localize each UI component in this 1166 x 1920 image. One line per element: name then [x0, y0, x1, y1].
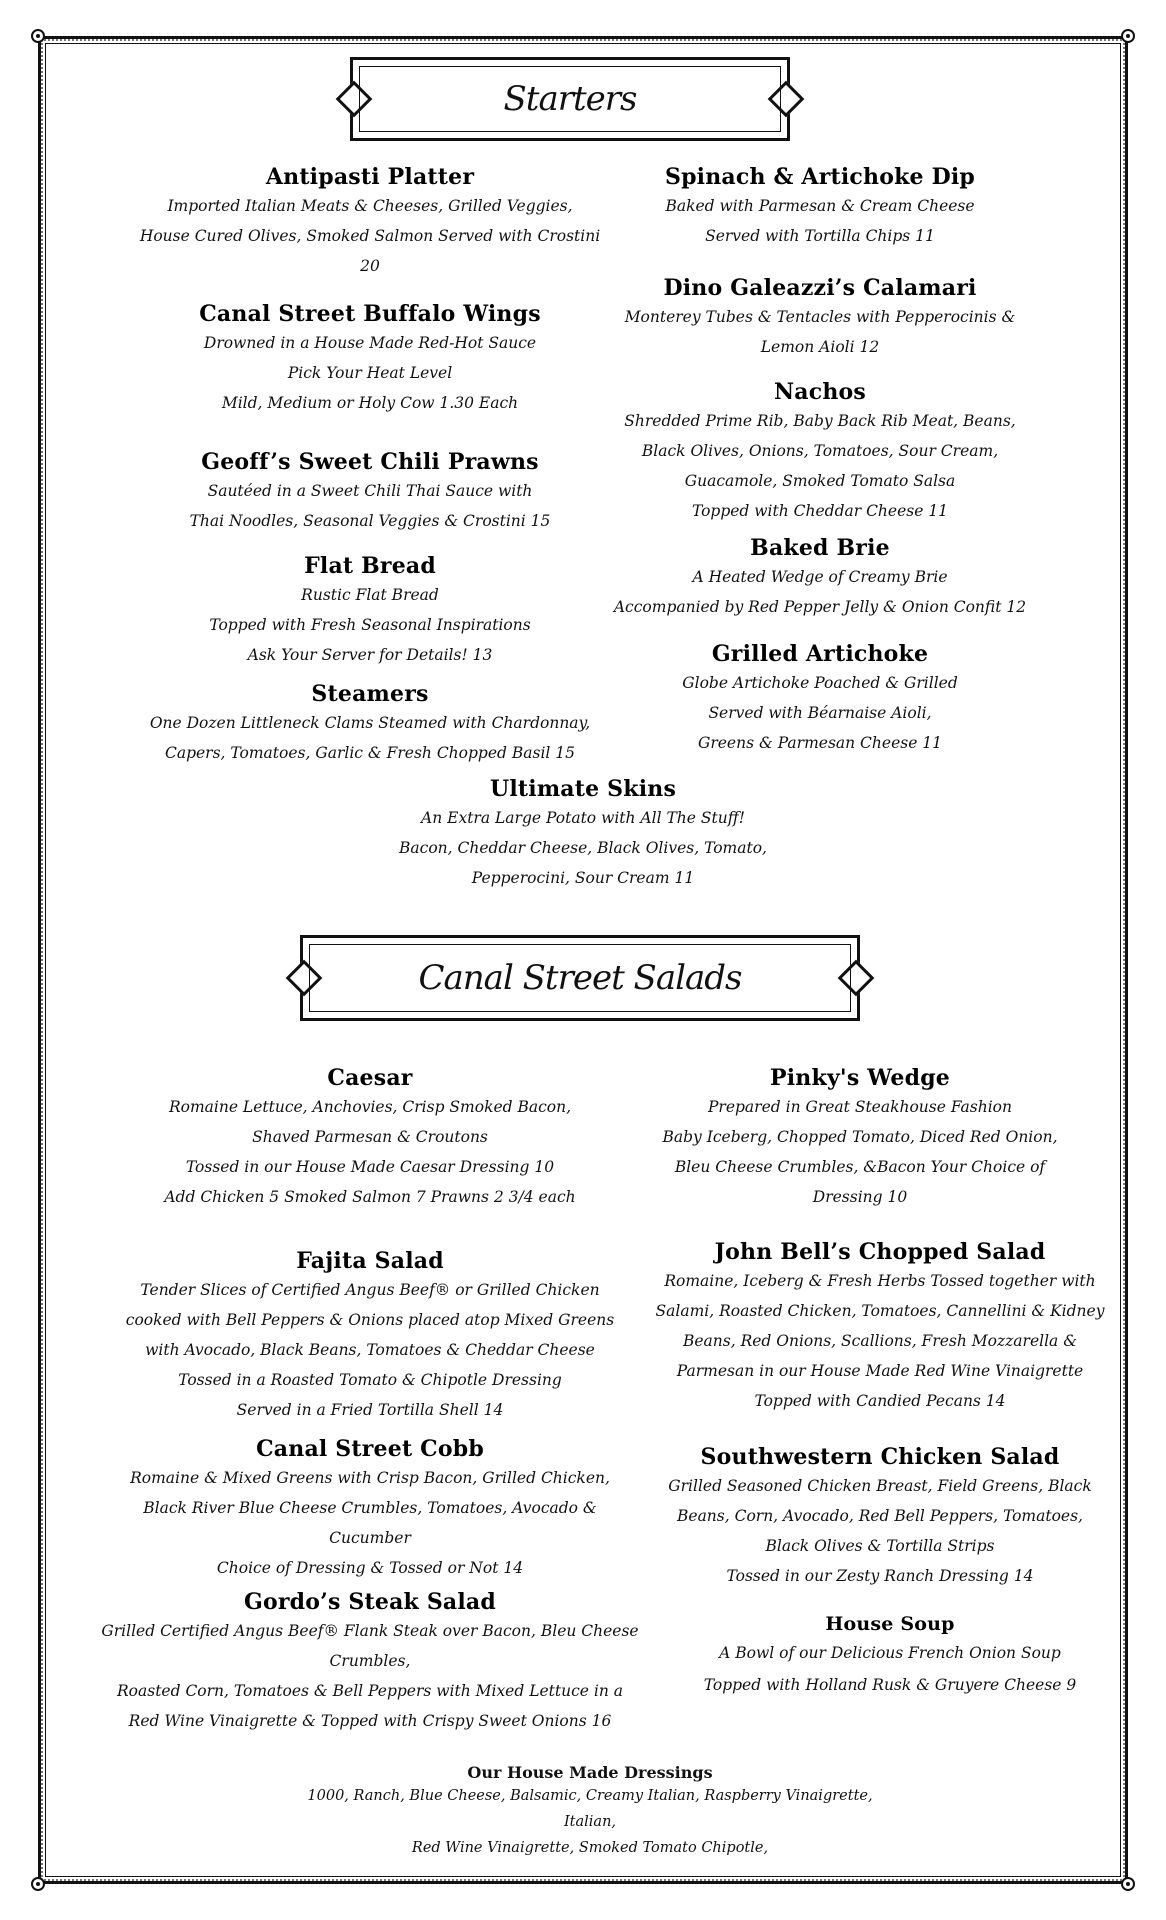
item-line: Sautéed in a Sweet Chili Thai Sauce with: [207, 482, 533, 500]
corner-ornament-icon: [31, 29, 45, 43]
item-price: 20: [360, 257, 380, 275]
item-name: Pinky's Wedge: [770, 1065, 950, 1091]
item-line: Ask Your Server for Details! 13: [247, 646, 493, 664]
menu-item-ultimate-skins: [383, 775, 783, 893]
item-line: Pick Your Heat Level: [287, 364, 453, 382]
salads-title: Canal Street Salads: [309, 944, 851, 1012]
item-line: Served with Béarnaise Aioli,: [708, 704, 932, 722]
menu-item-caesar: [130, 1064, 610, 1212]
item-name: Grilled Artichoke: [711, 641, 929, 667]
item-line: Tender Slices of Certified Angus Beef® or Grilled Chicken: [140, 1281, 600, 1299]
item-line: Capers, Tomatoes, Garlic & Fresh Chopped Basil 15: [164, 744, 576, 762]
item-line: One Dozen Littleneck Clams Steamed with Chardonnay,: [149, 714, 591, 732]
item-line: Drowned in a House Made Red-Hot Sauce: [203, 334, 537, 352]
item-line: Guacamole, Smoked Tomato Salsa: [684, 472, 956, 490]
menu-item-cobb: [100, 1435, 640, 1583]
menu-item-chopped-salad: [650, 1238, 1110, 1416]
item-line: Add Chicken 5 Smoked Salmon 7 Prawns 2 3/4 each: [164, 1188, 576, 1206]
item-line: Shredded Prime Rib, Baby Back Rib Meat, Beans,: [624, 412, 1016, 430]
item-line: Imported Italian Meats & Cheeses, Grilled Veggies,: [167, 197, 573, 215]
item-name: Steamers: [311, 681, 429, 707]
item-name: Baked Brie: [750, 535, 890, 561]
item-line: Lemon Aioli 12: [760, 338, 880, 356]
menu-item-southwestern-salad: [660, 1443, 1100, 1591]
item-name: Geoff’s Sweet Chili Prawns: [201, 449, 539, 475]
item-line: Topped with Holland Rusk & Gruyere Cheese 9: [703, 1676, 1077, 1694]
corner-ornament-icon: [1121, 1877, 1135, 1891]
item-name: House Soup: [825, 1613, 955, 1635]
item-line: Parmesan in our House Made Red Wine Vinaigrette: [676, 1362, 1084, 1380]
item-line: Grilled Certified Angus Beef® Flank Steak over Bacon, Bleu Cheese Crumbles,: [101, 1622, 639, 1670]
item-line: Thai Noodles, Seasonal Veggies & Crostini 15: [189, 512, 551, 530]
item-name: Flat Bread: [304, 553, 436, 579]
item-line: Topped with Fresh Seasonal Inspirations: [209, 616, 531, 634]
item-line: with Avocado, Black Beans, Tomatoes & Cheddar Cheese: [145, 1341, 595, 1359]
item-line: Baked with Parmesan & Cream Cheese: [665, 197, 975, 215]
item-line: Choice of Dressing & Tossed or Not 14: [216, 1559, 524, 1577]
menu-item-buffalo-wings: [130, 300, 610, 418]
menu-item-house-soup: [680, 1612, 1100, 1700]
item-line: Mild, Medium or Holy Cow 1.30 Each: [221, 394, 519, 412]
menu-item-calamari: [600, 274, 1040, 362]
item-line: cooked with Bell Peppers & Onions placed atop Mixed Greens: [125, 1311, 615, 1329]
item-line: An Extra Large Potato with All The Stuff!: [421, 809, 745, 827]
menu-item-baked-brie: [600, 534, 1040, 622]
item-line: Black River Blue Cheese Crumbles, Tomatoes, Avocado & Cucumber: [143, 1499, 597, 1547]
menu-item-antipasti: [130, 163, 610, 281]
starters-banner: [350, 57, 790, 141]
menu-item-steamers: [130, 680, 610, 768]
item-line: Romaine, Iceberg & Fresh Herbs Tossed together with: [664, 1272, 1096, 1290]
item-line: Tossed in our House Made Caesar Dressing 10: [185, 1158, 555, 1176]
salads-banner: [300, 935, 860, 1021]
item-line: Monterey Tubes & Tentacles with Pepperocinis &: [624, 308, 1016, 326]
item-name: Gordo’s Steak Salad: [244, 1589, 496, 1615]
item-line: A Bowl of our Delicious French Onion Soup: [719, 1644, 1061, 1662]
item-name: Spinach & Artichoke Dip: [664, 164, 975, 190]
item-line: Black Olives & Tortilla Strips: [765, 1537, 995, 1555]
item-line: Grilled Seasoned Chicken Breast, Field Greens, Black: [668, 1477, 1092, 1495]
item-line: House Cured Olives, Smoked Salmon Served with Crostini: [139, 227, 601, 245]
item-line: Beans, Corn, Avocado, Red Bell Peppers, Tomatoes,: [677, 1507, 1083, 1525]
item-line: Prepared in Great Steakhouse Fashion: [708, 1098, 1012, 1116]
item-name: Caesar: [327, 1065, 413, 1091]
item-name: Antipasti Platter: [265, 164, 475, 190]
dressings-line: 1000, Ranch, Blue Cheese, Balsamic, Creamy Italian, Raspberry Vinaigrette, Italian,: [307, 1788, 873, 1830]
starters-title: Starters: [359, 66, 781, 132]
corner-ornament-icon: [31, 1877, 45, 1891]
item-line: Black Olives, Onions, Tomatoes, Sour Cream,: [641, 442, 999, 460]
item-line: Globe Artichoke Poached & Grilled: [682, 674, 958, 692]
item-line: Shaved Parmesan & Croutons: [252, 1128, 488, 1146]
menu-item-chili-prawns: [130, 448, 610, 536]
item-line: Dressing 10: [812, 1188, 908, 1206]
corner-ornament-icon: [1121, 29, 1135, 43]
item-line: Bleu Cheese Crumbles, &Bacon Your Choice of: [674, 1158, 1046, 1176]
menu-item-nachos: [600, 378, 1040, 526]
item-name: Nachos: [773, 379, 866, 405]
item-line: Pepperocini, Sour Cream 11: [471, 869, 695, 887]
item-line: Romaine & Mixed Greens with Crisp Bacon, Grilled Chicken,: [130, 1469, 610, 1487]
menu-item-grilled-artichoke: [600, 640, 1040, 758]
item-name: Canal Street Cobb: [256, 1436, 484, 1462]
item-line: Served in a Fried Tortilla Shell 14: [236, 1401, 504, 1419]
item-name: Canal Street Buffalo Wings: [199, 301, 541, 327]
item-name: Ultimate Skins: [489, 776, 677, 802]
item-line: Tossed in a Roasted Tomato & Chipotle Dressing: [178, 1371, 562, 1389]
menu-item-pinkys-wedge: [640, 1064, 1080, 1212]
item-line: Red Wine Vinaigrette & Topped with Crispy Sweet Onions 16: [128, 1712, 612, 1730]
item-line: Rustic Flat Bread: [301, 586, 439, 604]
item-line: Greens & Parmesan Cheese 11: [697, 734, 943, 752]
item-line: Roasted Corn, Tomatoes & Bell Peppers with Mixed Lettuce in a: [117, 1682, 623, 1700]
item-line: Romaine Lettuce, Anchovies, Crisp Smoked Bacon,: [168, 1098, 572, 1116]
dressings-line: Red Wine Vinaigrette, Smoked Tomato Chipotle,: [411, 1840, 769, 1856]
item-line: Topped with Candied Pecans 14: [754, 1392, 1006, 1410]
item-name: Dino Galeazzi’s Calamari: [663, 275, 977, 301]
menu-item-spinach-dip: [600, 163, 1040, 251]
item-line: Tossed in our Zesty Ranch Dressing 14: [726, 1567, 1034, 1585]
item-name: Fajita Salad: [296, 1248, 444, 1274]
dressings-title: Our House Made Dressings: [467, 1763, 713, 1782]
item-line: Salami, Roasted Chicken, Tomatoes, Cannellini & Kidney: [655, 1302, 1105, 1320]
item-line: Bacon, Cheddar Cheese, Black Olives, Tomato,: [399, 839, 767, 857]
item-name: Southwestern Chicken Salad: [700, 1444, 1060, 1470]
item-line: Accompanied by Red Pepper Jelly & Onion Confit 12: [613, 598, 1027, 616]
item-name: John Bell’s Chopped Salad: [714, 1239, 1046, 1265]
item-line: Beans, Red Onions, Scallions, Fresh Mozzarella &: [682, 1332, 1078, 1350]
menu-item-steak-salad: [60, 1588, 680, 1736]
menu-item-fajita-salad: [105, 1247, 635, 1425]
item-line: Topped with Cheddar Cheese 11: [691, 502, 949, 520]
item-line: Baby Iceberg, Chopped Tomato, Diced Red Onion,: [662, 1128, 1058, 1146]
house-dressings: [290, 1763, 890, 1861]
menu-item-flat-bread: [130, 552, 610, 670]
item-line: A Heated Wedge of Creamy Brie: [692, 568, 948, 586]
item-line: Served with Tortilla Chips 11: [705, 227, 935, 245]
